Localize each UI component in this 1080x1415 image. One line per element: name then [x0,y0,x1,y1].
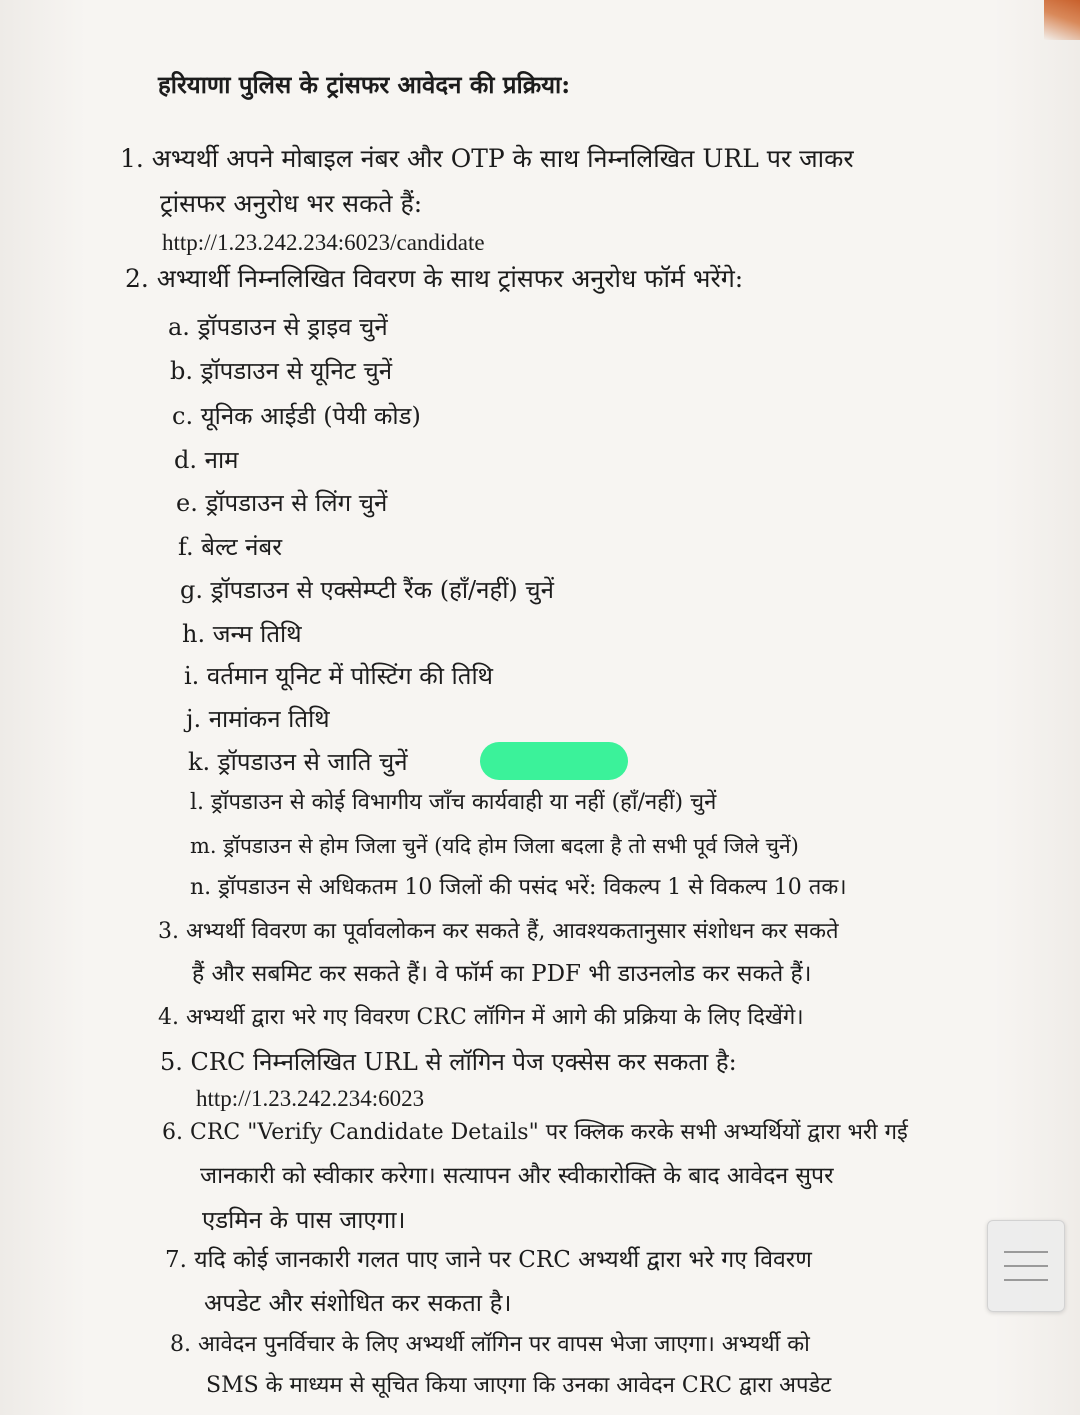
sub-item-j: j. नामांकन तिथि [186,705,330,733]
sub-item-f: f. बेल्ट नंबर [178,533,283,561]
candidate-url: http://1.23.242.234:6023/candidate [162,230,485,255]
sub-item-k: k. ड्रॉपडाउन से जाति चुनें [188,748,408,776]
step-6-line-3: एडमिन के पास जाएगा। [202,1206,406,1234]
sub-item-g: g. ड्रॉपडाउन से एक्सेम्प्टी रैंक (हाँ/नहीं) चुनें [180,576,554,604]
step-1-line-1: 1. अभ्यर्थी अपने मोबाइल नंबर और OTP के साथ निम्नलिखित URL पर जाकर [120,144,854,173]
sub-item-h: h. जन्म तिथि [182,620,302,648]
step-6-line-2: जानकारी को स्वीकार करेगा। सत्यापन और स्वीकारोक्ति के बाद आवेदन सुपर [200,1163,834,1189]
step-1-line-2: ट्रांसफर अनुरोध भर सकते हैं: [160,189,423,218]
sub-item-a: a. ड्रॉपडाउन से ड्राइव चुनें [168,313,388,341]
step-6-line-1: 6. CRC "Verify Candidate Details" पर क्लिक करके सभी अभ्यर्थियों द्वारा भरी गई [162,1120,908,1145]
step-8-line-1: 8. आवेदन पुनर्विचार के लिए अभ्यर्थी लॉगिन पर वापस भेजा जाएगा। अभ्यर्थी को [170,1332,810,1357]
step-7-line-1: 7. यदि कोई जानकारी गलत पाए जाने पर CRC अभ्यर्थी द्वारा भरे गए विवरण [165,1247,812,1273]
sub-item-c: c. यूनिक आईडी (पेयी कोड) [172,402,421,430]
crc-url: http://1.23.242.234:6023 [196,1086,425,1111]
sub-item-n: n. ड्रॉपडाउन से अधिकतम 10 जिलों की पसंद भरें: विकल्प 1 से विकल्प 10 तक। [190,875,847,900]
sub-item-e: e. ड्रॉपडाउन से लिंग चुनें [176,489,388,517]
sub-item-m: m. ड्रॉपडाउन से होम जिला चुनें (यदि होम जिला बदला है तो सभी पूर्व जिले चुनें) [190,834,799,858]
sub-item-l: l. ड्रॉपडाउन से कोई विभागीय जाँच कार्यवाही या नहीं (हाँ/नहीं) चुनें [190,790,717,815]
step-4-line: 4. अभ्यर्थी द्वारा भरे गए विवरण CRC लॉगिन में आगे की प्रक्रिया के लिए दिखेंगे। [158,1005,804,1030]
sub-item-d: d. नाम [174,446,239,474]
step-3-line-1: 3. अभ्यर्थी विवरण का पूर्वावलोकन कर सकते हैं, आवश्यकतानुसार संशोधन कर सकते [158,919,839,944]
step-5-line-1: 5. CRC निम्नलिखित URL से लॉगिन पेज एक्सेस कर सकता है: [160,1048,737,1076]
sub-item-i: i. वर्तमान यूनिट में पोस्टिंग की तिथि [184,662,493,690]
step-8-line-2: SMS के माध्यम से सूचित किया जाएगा कि उनका आवेदन CRC द्वारा अपडेट [206,1373,832,1398]
highlighter-mark [480,742,628,780]
step-7-line-2: अपडेट और संशोधित कर सकता है। [204,1289,512,1317]
document-title: हरियाणा पुलिस के ट्रांसफर आवेदन की प्रक्रिया: [158,70,571,99]
page-edge-mark [1044,0,1080,40]
hamburger-menu-button[interactable] [987,1220,1065,1312]
step-3-line-2: हैं और सबमिट कर सकते हैं। वे फॉर्म का PDF भी डाउनलोड कर सकते हैं। [192,961,812,987]
step-2-line-1: 2. अभ्यार्थी निम्नलिखित विवरण के साथ ट्रांसफर अनुरोध फॉर्म भरेंगे: [125,264,744,293]
sub-item-b: b. ड्रॉपडाउन से यूनिट चुनें [170,357,393,385]
